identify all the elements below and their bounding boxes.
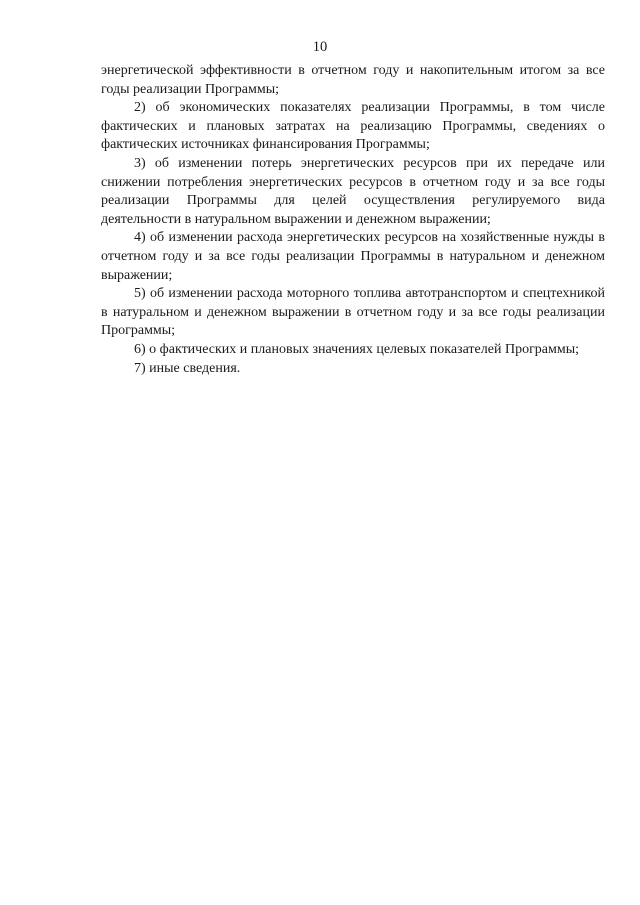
list-item-motor-fuel: 5) об изменении расхода моторного топлива автотранспортом и спецтехникой в натуральном и денежном выражении в отчетном году и за все годы реализации Программы; [101, 286, 605, 339]
page-number: 10 [312, 39, 328, 55]
list-item-economic-indicators: 2) об экономических показателях реализации Программы, в том числе фактических и плановых затратах на реализацию Программы, сведениях о фактических источниках финансирования Программы; [101, 100, 605, 153]
list-item-other-info: 7) иные сведения. [134, 360, 241, 376]
paragraph-continuation: энергетической эффективности в отчетном году и накопительным итогом за все годы реализации Программы; [101, 63, 605, 97]
list-item-target-indicators: 6) о фактических и плановых значениях целевых показателей Программы; [134, 341, 580, 357]
list-item-energy-losses: 3) об изменении потерь энергетических ресурсов при их передаче или снижении потребления энергетических ресурсов в отчетном году и за все годы реализации Программы для целей осуществления регулируемого вида деятельности в натуральном выражении и денежном выражении; [101, 155, 605, 227]
document-body [101, 62, 605, 378]
list-item-household-consumption: 4) об изменении расхода энергетических ресурсов на хозяйственные нужды в отчетном году и за все годы реализации Программы в натуральном и денежном выражении; [101, 230, 605, 283]
